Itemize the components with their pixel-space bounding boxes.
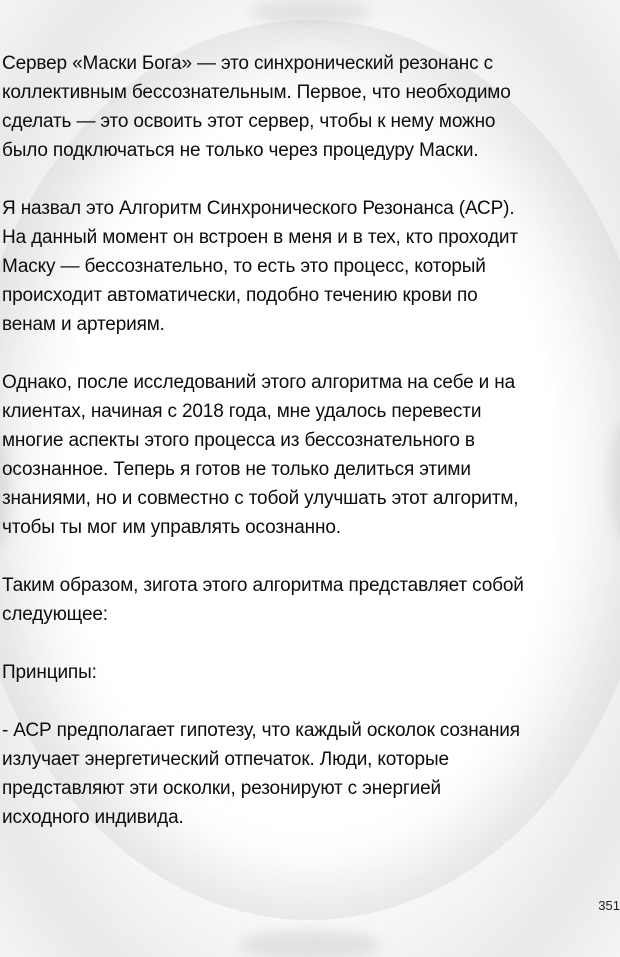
paragraph-3 [2,368,616,542]
paragraph-6-list-item [2,716,616,832]
text-line: излучает энергетический отпечаток. Люди, которые [2,749,449,770]
text-line: коллективным бессознательным. Первое, что необходимо [2,82,511,103]
watermark-blur-top [250,0,370,24]
paragraph-2 [2,194,616,339]
text-line: многие аспекты этого процесса из бессознательного в [2,430,475,451]
paragraph-1 [2,49,616,165]
text-line: Маску — бессознательно, то есть это процесс, который [2,256,486,277]
text-line: было подключаться не только через процедуру Маски. [2,140,479,161]
text-line: Принципы: [2,662,97,683]
paragraph-5-heading [2,658,616,687]
text-line: Сервер «Маски Бога» — это синхронический резонанс с [2,53,493,74]
paragraph-4 [2,571,616,629]
page-body-text [2,49,616,861]
text-line: исходного индивида. [2,807,184,828]
text-line: происходит автоматически, подобно течению крови по [2,285,478,306]
text-line: Однако, после исследований этого алгоритма на себе и на [2,372,516,393]
text-line: клиентах, начиная с 2018 года, мне удалось перевести [2,401,482,422]
text-line: сделать — это освоить этот сервер, чтобы к нему можно [2,111,496,132]
text-line: представляют эти осколки, резонируют с энергией [2,778,442,799]
page-number: 351 [598,898,620,913]
text-line: На данный момент он встроен в меня и в тех, кто проходит [2,227,518,248]
watermark-blur-bottom [240,930,380,957]
text-line: венам и артериям. [2,314,165,335]
text-line: следующее: [2,604,108,625]
text-line: - АСР предполагает гипотезу, что каждый осколок сознания [2,720,520,741]
text-line: знаниями, но и совместно с тобой улучшать этот алгоритм, [2,488,519,509]
text-line: Я назвал это Алгоритм Синхронического Резонанса (АСР). [2,198,515,219]
text-line: чтобы ты мог им управлять осознанно. [2,517,341,538]
text-line: осознанное. Теперь я готов не только делиться этими [2,459,471,480]
text-line: Таким образом, зигота этого алгоритма представляет собой [2,575,524,596]
